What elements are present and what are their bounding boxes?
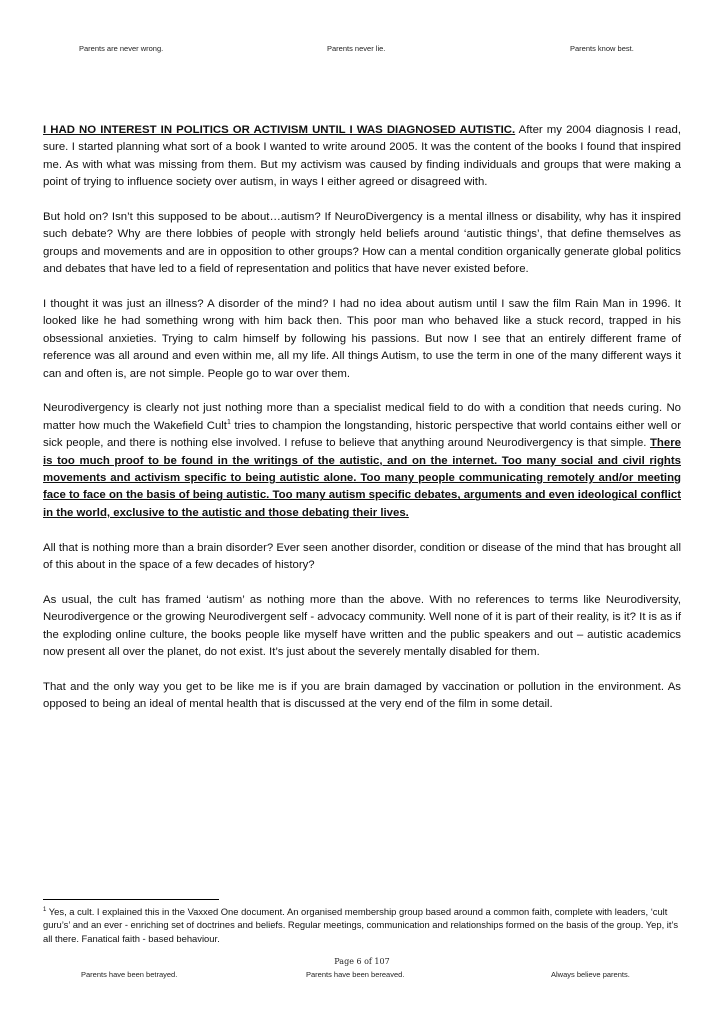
header-left-text: Parents are never wrong. xyxy=(79,44,164,53)
header-right-text: Parents know best. xyxy=(570,44,634,53)
footer-left-text: Parents have been betrayed. xyxy=(81,970,178,979)
document-body xyxy=(43,122,681,731)
paragraph-5: All that is nothing more than a brain disorder? Ever seen another disorder, condition or disease of the mind that has brought all of this about in the space of a few decades of history? xyxy=(43,541,681,572)
paragraph-1-rest: After my 2004 diagnosis I read, sure. I started planning what sort of a book I wanted to write around 2005. It was the content of the books I found that inspired me. As with what was missing from them. But my activism was caused by finding individuals and groups that were making a point of trying to influence society over autism, in ways I either agreed or disagreed with. xyxy=(43,124,681,189)
paragraph-4-part2: tries to champion the longstanding, historic perspective that world contains either well or sick people, and there is nothing else involved. I refuse to believe that anything around Neurodivergency is that simple. xyxy=(43,419,681,450)
paragraph-4-part1: Neurodivergency is clearly not just nothing more than a specialist medical field to do with a condition that needs curing. No matter how much the Wakefield Cult xyxy=(43,402,681,432)
footnote-separator xyxy=(43,899,219,900)
page-number: Page 6 of 107 xyxy=(334,957,390,966)
paragraph-3: I thought it was just an illness? A disorder of the mind? I had no idea about autism until I saw the film Rain Man in 1996. It looked like he had something wrong with him back then. This poor man who behaved like a stuck record, trapped in his obsessional anxieties. Trying to calm himself by following his passions. But now I see that an entirely different frame of reference was all around and even within me, all my life. All things Autism, to use the term in one of the many different ways it can and often is, are not simple. People go to war over them. xyxy=(43,298,681,380)
paragraph-2: But hold on? Isn’t this supposed to be about…autism? If NeuroDivergency is a mental illness or disability, why has it inspired such debate? Why are there lobbies of people with strongly held beliefs around ‘autistic things’, that define themselves as groups and movements and are in opposition to other groups? How can a mental condition organically generate global politics and debates that have led to a field of representation and politics that have never existed before. xyxy=(43,211,681,276)
footnote-text: Yes, a cult. I explained this in the Vaxxed One document. An organised membership group based around a common faith, complete with leaders, ‘cult guru’s’ and an ever - enriching set of doctrines and beliefs. Regular meetings, communication and relationships formed on the basis of the group. Yep, it’s all there. Fanatical faith - based behaviour. xyxy=(43,906,679,944)
paragraph-1 xyxy=(43,122,681,192)
paragraph-4 xyxy=(43,400,681,522)
footer-center-text: Parents have been bereaved. xyxy=(306,970,405,979)
footer-right-text: Always believe parents. xyxy=(551,970,630,979)
paragraph-1-lead: I HAD NO INTEREST IN POLITICS OR ACTIVISM UNTIL I WAS DIAGNOSED AUTISTIC. xyxy=(43,124,516,136)
paragraph-6: As usual, the cult has framed ‘autism’ as nothing more than the above. With no references to terms like Neurodiversity, Neurodivergence or the growing Neurodivergent self - advocacy community. Well none of it is part of their reality, is it? It is as if the exploding online culture, the books people like myself have written and the public speakers and out – autistic academics now present all over the planet, do not exist. It’s just about the severely mentally disabled for them. xyxy=(43,593,681,659)
paragraph-4-emphasis: There is too much proof to be found in the writings of the autistic, and on the internet. Too many social and civil rights movements and activism specific to being autistic alone. Too many people communicating remotely and/or meeting face to face on the basis of being autistic. Too many autism specific debates, arguments and even ideological conflict in the world, exclusive to the autistic and those debating their lives. xyxy=(43,437,681,519)
footnote-marker: 1 xyxy=(43,906,47,913)
header-center-text: Parents never lie. xyxy=(327,44,386,53)
footnote-reference[interactable]: 1 xyxy=(226,419,231,427)
footnote xyxy=(43,905,683,945)
paragraph-7: That and the only way you get to be like me is if you are brain damaged by vaccination or pollution in the environment. As opposed to being an ideal of mental health that is discussed at the very end of the film in some detail. xyxy=(43,680,681,711)
